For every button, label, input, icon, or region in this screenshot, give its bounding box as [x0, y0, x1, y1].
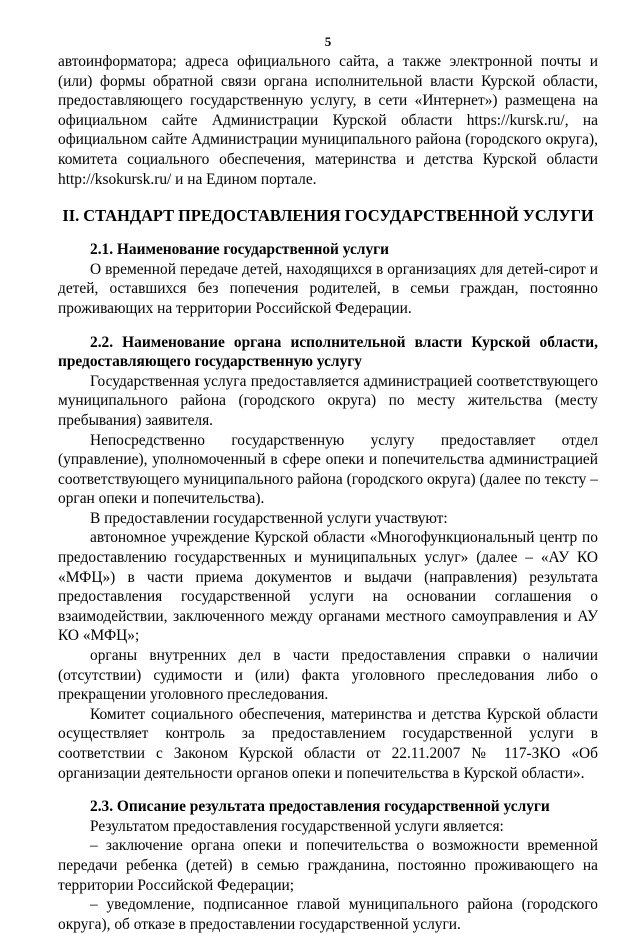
paragraph: В предоставлении государственной услуги участвуют:: [90, 509, 448, 527]
paragraph: Результатом предоставления государственной услуги является:: [90, 817, 504, 835]
intro-paragraph: автоинформатора; адреса официального сайта, а также электронной почты и (или) формы обратной связи органа исполнительной власти Курской области, предоставляющего государственную услугу, в сети «Интернет») размещена на официальном сайте Администрации Курской области https://kursk.ru/, на официальном сайте Администрации муниципального района (городского округа), комитета социального обеспечения, материнства и детства Курской области http://ksokursk.ru/ и на Едином портале.: [58, 53, 598, 188]
subsection-2-2: [58, 333, 598, 784]
paragraph: автономное учреждение Курской области «Многофункциональный центр по предоставлению государственных и муниципальных услуг» (далее – «АУ КО «МФЦ») в части приема документов и выдачи (направления) результата предоставления государственной услуги на основании соглашения о взаимодействии, заключенного между органами местного самоуправления и АУ КО «МФЦ»;: [58, 529, 598, 645]
document-page: [58, 34, 598, 934]
paragraph: – уведомление, подписанное главой муниципального района (городского округа), об отказе в предоставлении государственной услуги.: [58, 896, 598, 933]
paragraph: Комитет социального обеспечения, материнства и детства Курской области осуществляет контроль за предоставлением государственной услуги в соответствии с Законом Курской области от 22.11.2007 № 117-ЗКО «Об организации деятельности органов опеки и попечительства в Курской области».: [58, 705, 598, 782]
section-title: II. СТАНДАРТ ПРЕДОСТАВЛЕНИЯ ГОСУДАРСТВЕННОЙ УСЛУГИ: [62, 206, 594, 226]
paragraph: органы внутренних дел в части предоставления справки о наличии (отсутствии) судимости и (или) факта уголовного преследования либо о прекращении уголовного преследования.: [58, 647, 598, 704]
paragraph: – заключение органа опеки и попечительства о возможности временной передачи ребенка (детей) в семью гражданина, постоянно проживающего на территории Российской Федерации;: [58, 837, 598, 894]
subsection-title: 2.1. Наименование государственной услуги: [90, 241, 389, 259]
page-number: 5: [324, 34, 332, 49]
subsection-2-1: [58, 240, 598, 318]
paragraph: Государственная услуга предоставляется администрацией соответствующего муниципального района (городского округа) по месту жительства (месту пребывания) заявителя.: [58, 372, 598, 429]
paragraph: Непосредственно государственную услугу предоставляет отдел (управление), уполномоченный в сфере опеки и попечительства администрацией соответствующего муниципального района (городского округа) (далее по тексту – орган опеки и попечительства).: [58, 431, 598, 508]
subsection-2-3: [58, 797, 598, 934]
subsection-title: 2.2. Наименование органа исполнительной власти Курской области, предоставляющего государственную услугу: [58, 333, 598, 371]
paragraph: О временной передаче детей, находящихся в организациях для детей-сирот и детей, оставшихся без попечения родителей, в семьи граждан, постоянно проживающих на территории Российской Федерации.: [58, 260, 598, 317]
subsection-title: 2.3. Описание результата предоставления государственной услуги: [90, 798, 550, 816]
